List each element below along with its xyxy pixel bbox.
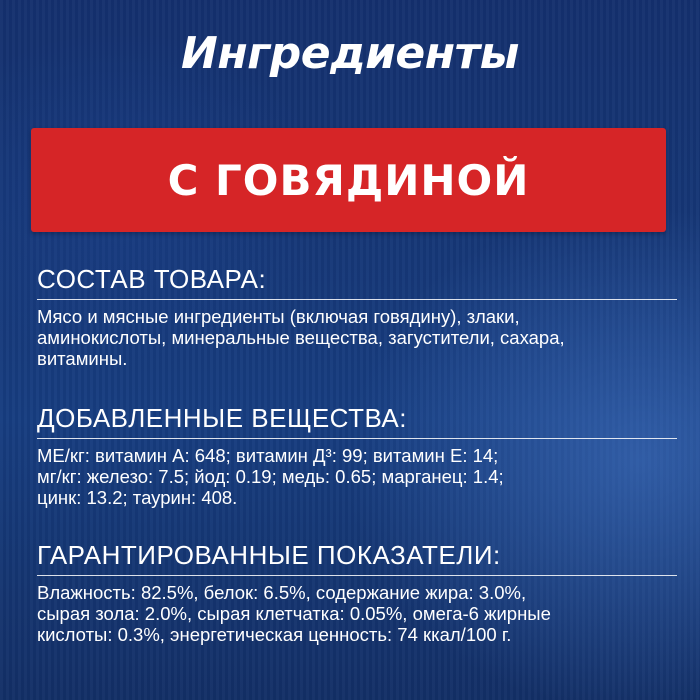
guaranteed-analysis-section xyxy=(37,540,677,645)
composition-text xyxy=(37,306,677,369)
composition-line: аминокислоты, минеральные вещества, загустители, сахара, xyxy=(37,327,565,348)
guaranteed-analysis-heading: ГАРАНТИРОВАННЫЕ ПОКАЗАТЕЛИ: xyxy=(37,540,677,576)
additives-line: мг/кг: железо: 7.5; йод: 0.19; медь: 0.65; марганец: 1.4; xyxy=(37,466,504,487)
guaranteed-analysis-line: Влажность: 82.5%, белок: 6.5%, содержание жира: 3.0%, xyxy=(37,582,527,603)
additives-text xyxy=(37,445,677,508)
composition-heading: СОСТАВ ТОВАРА: xyxy=(37,264,677,300)
additives-section xyxy=(37,403,677,508)
additives-line: МЕ/кг: витамин А: 648; витамин Д³: 99; витамин Е: 14; xyxy=(37,445,499,466)
composition-section xyxy=(37,264,677,369)
flavor-banner xyxy=(31,128,666,232)
additives-heading: ДОБАВЛЕННЫЕ ВЕЩЕСТВА: xyxy=(37,403,677,439)
composition-line: Мясо и мясные ингредиенты (включая говядину), злаки, xyxy=(37,306,520,327)
additives-line: цинк: 13.2; таурин: 408. xyxy=(37,487,238,508)
guaranteed-analysis-text xyxy=(37,582,677,645)
guaranteed-analysis-line: сырая зола: 2.0%, сырая клетчатка: 0.05%, омега-6 жирные xyxy=(37,603,551,624)
page-title: Ингредиенты xyxy=(181,28,519,79)
guaranteed-analysis-line: кислоты: 0.3%, энергетическая ценность: 74 ккал/100 г. xyxy=(37,624,512,645)
flavor-banner-label: С ГОВЯДИНОЙ xyxy=(167,155,530,205)
composition-line: витамины. xyxy=(37,348,128,369)
